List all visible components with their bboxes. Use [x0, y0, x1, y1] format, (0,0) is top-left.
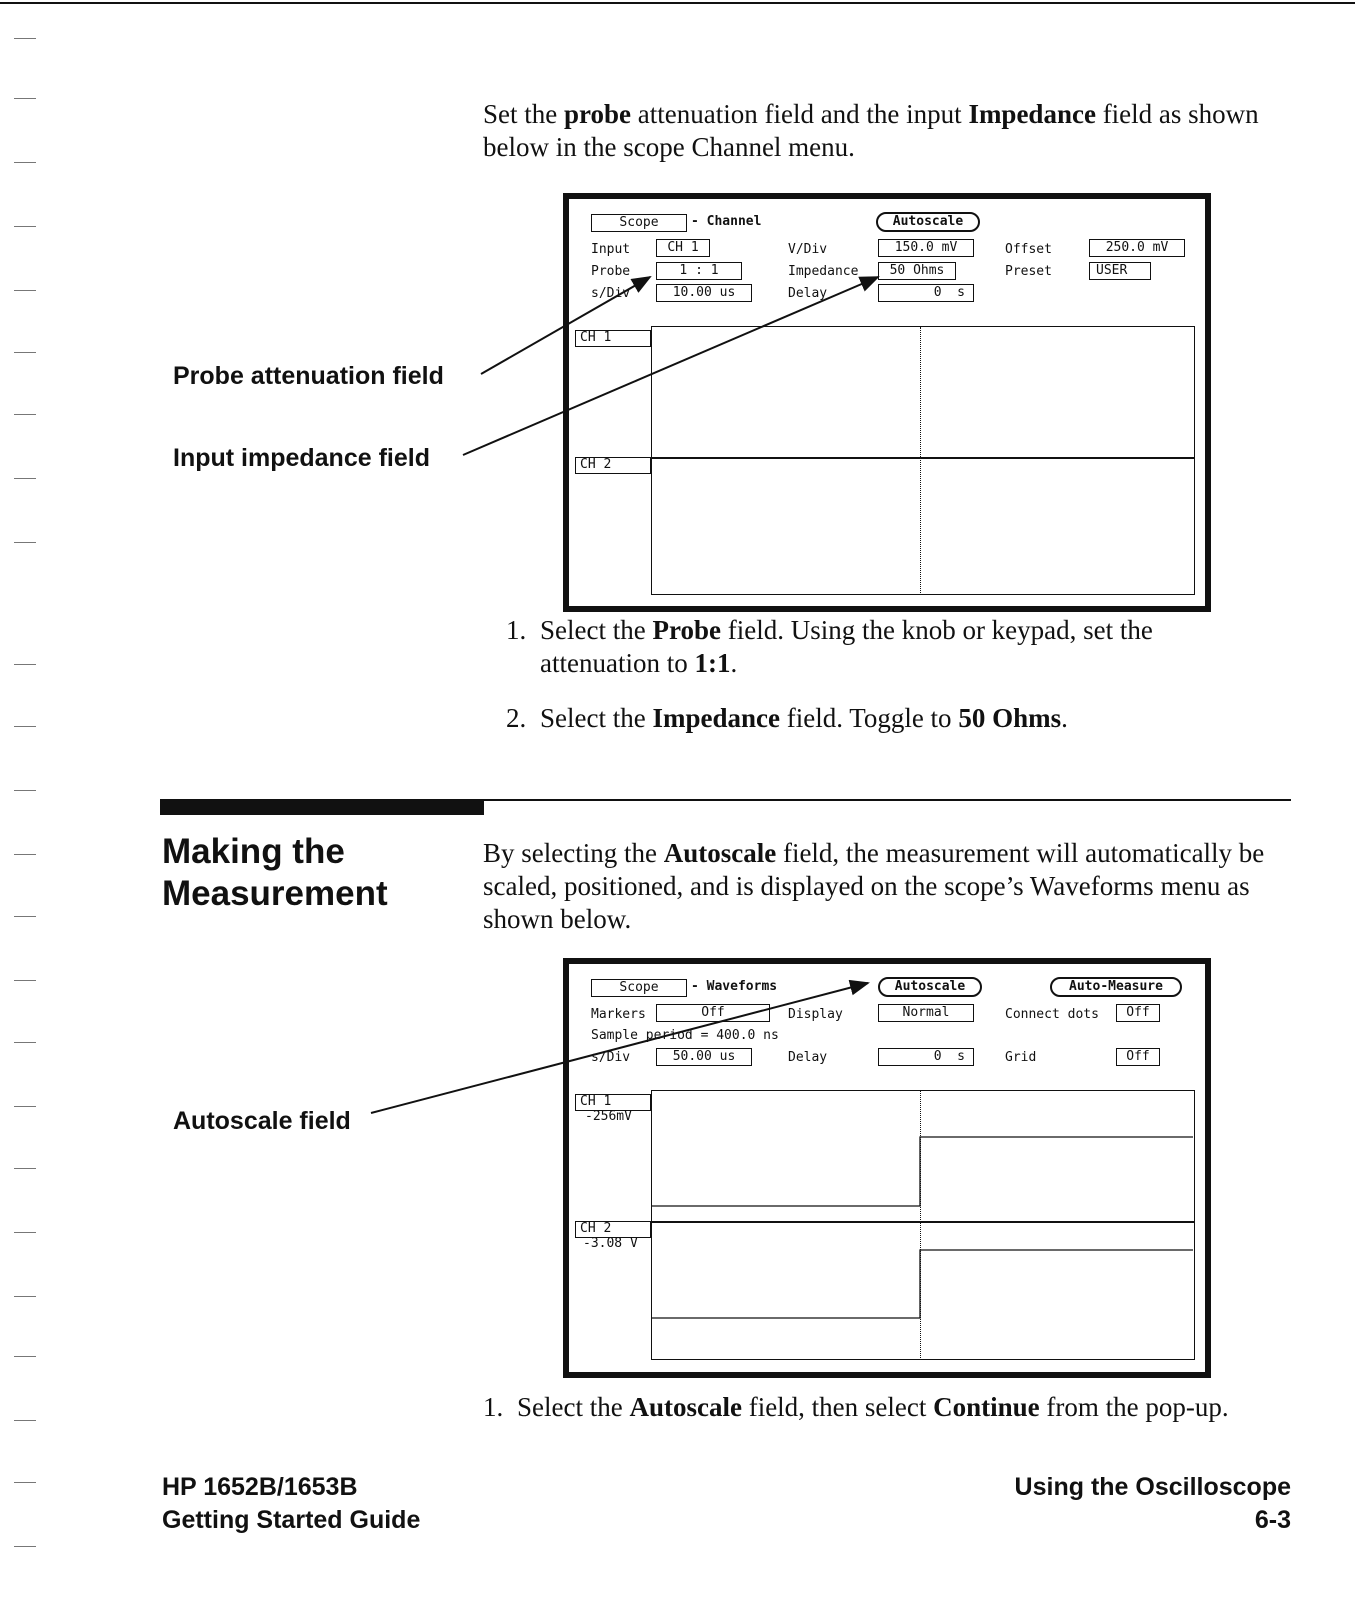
ch2-offset: -3.08 V — [583, 1236, 638, 1251]
offset-field[interactable]: 250.0 mV — [1089, 239, 1185, 257]
offset-label: Offset — [1005, 242, 1052, 257]
autoscale-button[interactable]: Autoscale — [876, 212, 980, 232]
autoscale-button[interactable]: Autoscale — [878, 977, 982, 997]
footer-right: Using the Oscilloscope 6-3 — [1014, 1473, 1291, 1534]
ch2-label[interactable]: CH 2 — [575, 1221, 651, 1238]
preset-field[interactable]: USER — [1089, 262, 1151, 280]
section2-intro: By selecting the Autoscale field, the measurement will automatically be scaled, positioned, and is displayed on the scope’s Waveforms menu as shown below. — [483, 838, 1265, 934]
preset-label: Preset — [1005, 264, 1052, 279]
delay-label: Delay — [788, 286, 828, 301]
ch1-label[interactable]: CH 1 — [575, 1094, 651, 1111]
probe-label: Probe — [591, 264, 631, 279]
probe-callout-arrow — [481, 277, 650, 374]
delay-field[interactable]: 0 s — [878, 1048, 974, 1066]
impedance-label: Impedance — [788, 264, 859, 279]
input-label: Input — [591, 242, 631, 257]
probe-field[interactable]: 1 : 1 — [656, 262, 742, 280]
display-field[interactable]: Normal — [878, 1004, 974, 1022]
auto-measure-button[interactable]: Auto-Measure — [1050, 977, 1182, 997]
list-item: 1. Select the Probe field. Using the knob or keypad, set the attenuation to 1:1. — [506, 615, 1153, 678]
ch1-label[interactable]: CH 1 — [575, 330, 651, 347]
footer-left: HP 1652B/1653B Getting Started Guide — [162, 1473, 421, 1534]
input-field[interactable]: CH 1 — [656, 239, 710, 257]
delay-field[interactable]: 0 s — [878, 284, 974, 302]
section2-heading: Making the Measurement — [162, 832, 388, 913]
section1-intro: Set the probe attenuation field and the input Impedance field as shown below in the scope Channel menu. — [483, 99, 1259, 162]
sdiv-field[interactable]: 50.00 us — [656, 1048, 752, 1066]
autoscale-callout-arrow — [371, 983, 868, 1113]
markers-field[interactable]: Off — [656, 1004, 770, 1022]
input-impedance-callout: Input impedance field — [173, 444, 430, 472]
markers-label: Markers — [591, 1007, 646, 1022]
vdiv-field[interactable]: 150.0 mV — [878, 239, 974, 257]
section2-steps — [483, 1391, 1283, 1424]
probe-attenuation-callout: Probe attenuation field — [173, 362, 444, 390]
scope-menu-field[interactable]: Scope — [591, 979, 687, 997]
connect-dots-label: Connect dots — [1005, 1007, 1099, 1022]
sdiv-label: s/Div — [591, 286, 631, 301]
ch2-label[interactable]: CH 2 — [575, 457, 651, 474]
grid-field[interactable]: Off — [1116, 1048, 1160, 1066]
delay-label: Delay — [788, 1050, 828, 1065]
vdiv-label: V/Div — [788, 242, 828, 257]
impedance-field[interactable]: 50 Ohms — [878, 262, 956, 280]
menu-name: - Waveforms — [691, 979, 778, 994]
scope-menu-field[interactable]: Scope — [591, 214, 687, 232]
impedance-callout-arrow — [463, 277, 878, 455]
grid-label: Grid — [1005, 1050, 1037, 1065]
list-item: 1. Select the Autoscale field, then select Continue from the pop-up. — [483, 1392, 1229, 1422]
menu-name: - Channel — [691, 214, 762, 229]
sdiv-field[interactable]: 10.00 us — [656, 284, 752, 302]
list-item: 2. Select the Impedance field. Toggle to 50 Ohms. — [506, 703, 1068, 733]
autoscale-callout: Autoscale field — [173, 1107, 351, 1135]
sample-period-readout: Sample period = 400.0 ns — [591, 1028, 779, 1043]
display-label: Display — [788, 1007, 843, 1022]
sdiv-label: s/Div — [591, 1050, 631, 1065]
connect-dots-field[interactable]: Off — [1116, 1004, 1160, 1022]
ch1-offset: -256mV — [585, 1109, 632, 1124]
